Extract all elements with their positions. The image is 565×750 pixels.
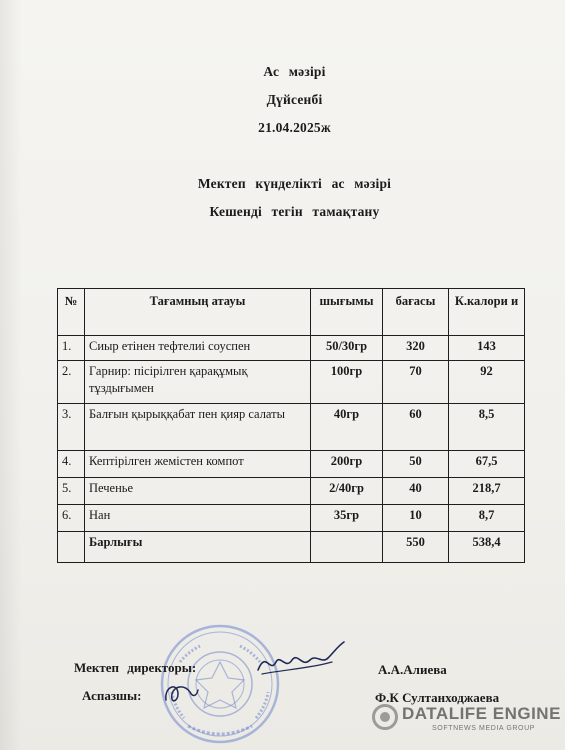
watermark-subtitle: SOFTNEWS MEDIA GROUP [432,725,536,732]
total-kcal: 538,4 [449,532,525,563]
cook-name: Ф.К Султанходжаева [375,690,500,705]
watermark [372,700,561,740]
total-empty-cell [58,532,85,563]
col-header-name: Тағамның атауы [85,289,311,336]
dish-yield: 200гр [311,451,383,478]
menu-table [57,288,525,563]
dish-price: 40 [383,478,449,505]
row-number: 5. [58,478,85,505]
row-number: 3. [58,404,85,451]
dish-yield: 40гр [311,404,383,451]
row-number: 2. [58,361,85,404]
dish-name: Нан [85,505,311,532]
dish-yield: 100гр [311,361,383,404]
dish-yield: 35гр [311,505,383,532]
menu-date: 21.04.2025ж [258,120,331,135]
col-header-yield: шығымы [311,289,383,336]
meal-program: Кешенді тегін тамақтану [209,204,380,219]
dish-price: 320 [383,336,449,361]
dish-name: Печенье [85,478,311,505]
cook-label: Аспазшы: [82,688,142,703]
table-row [58,505,525,532]
dish-price: 10 [383,505,449,532]
table-row [58,478,525,505]
dish-price: 50 [383,451,449,478]
page-shadow [0,0,22,750]
dish-name: Кептірілген жемістен компот [85,451,311,478]
dish-kcal: 67,5 [449,451,525,478]
dish-kcal: 8,5 [449,404,525,451]
total-label: Барлығы [85,532,311,563]
dish-kcal: 143 [449,336,525,361]
dish-yield: 2/40гр [311,478,383,505]
watermark-title: DATALIFE ENGINE [402,704,561,723]
col-header-kcal: К.калори и [449,289,525,336]
dish-name: Сиыр етінен тефтелиі соуспен [85,336,311,361]
table-row [58,451,525,478]
dish-price: 70 [383,361,449,404]
dish-kcal: 218,7 [449,478,525,505]
dish-yield: 50/30гр [311,336,383,361]
cook-signature [160,676,200,708]
dish-name: Гарнир: пісірілген қарақұмық тұздығымен [85,361,311,404]
watermark-logo-icon [372,704,398,730]
dish-kcal: 92 [449,361,525,404]
menu-title: Ас мәзірі [263,64,326,79]
col-header-number: № [58,289,85,336]
total-yield-cell [311,532,383,563]
row-number: 4. [58,451,85,478]
weekday: Дүйсенбі [266,92,323,107]
table-header-row [58,289,525,336]
table-row [58,336,525,361]
table-row [58,361,525,404]
total-price: 550 [383,532,449,563]
director-signature [252,640,348,684]
dish-price: 60 [383,404,449,451]
dish-name: Балғын қырыққабат пен қияр салаты [85,404,311,451]
menu-subtitle: Мектеп күнделікті ас мәзірі [197,176,392,191]
table-row [58,404,525,451]
row-number: 6. [58,505,85,532]
table-total-row [58,532,525,563]
dish-kcal: 8,7 [449,505,525,532]
row-number: 1. [58,336,85,361]
director-label: Мектеп директоры: [74,660,197,675]
director-name: А.А.Алиева [378,662,447,677]
col-header-price: бағасы [383,289,449,336]
